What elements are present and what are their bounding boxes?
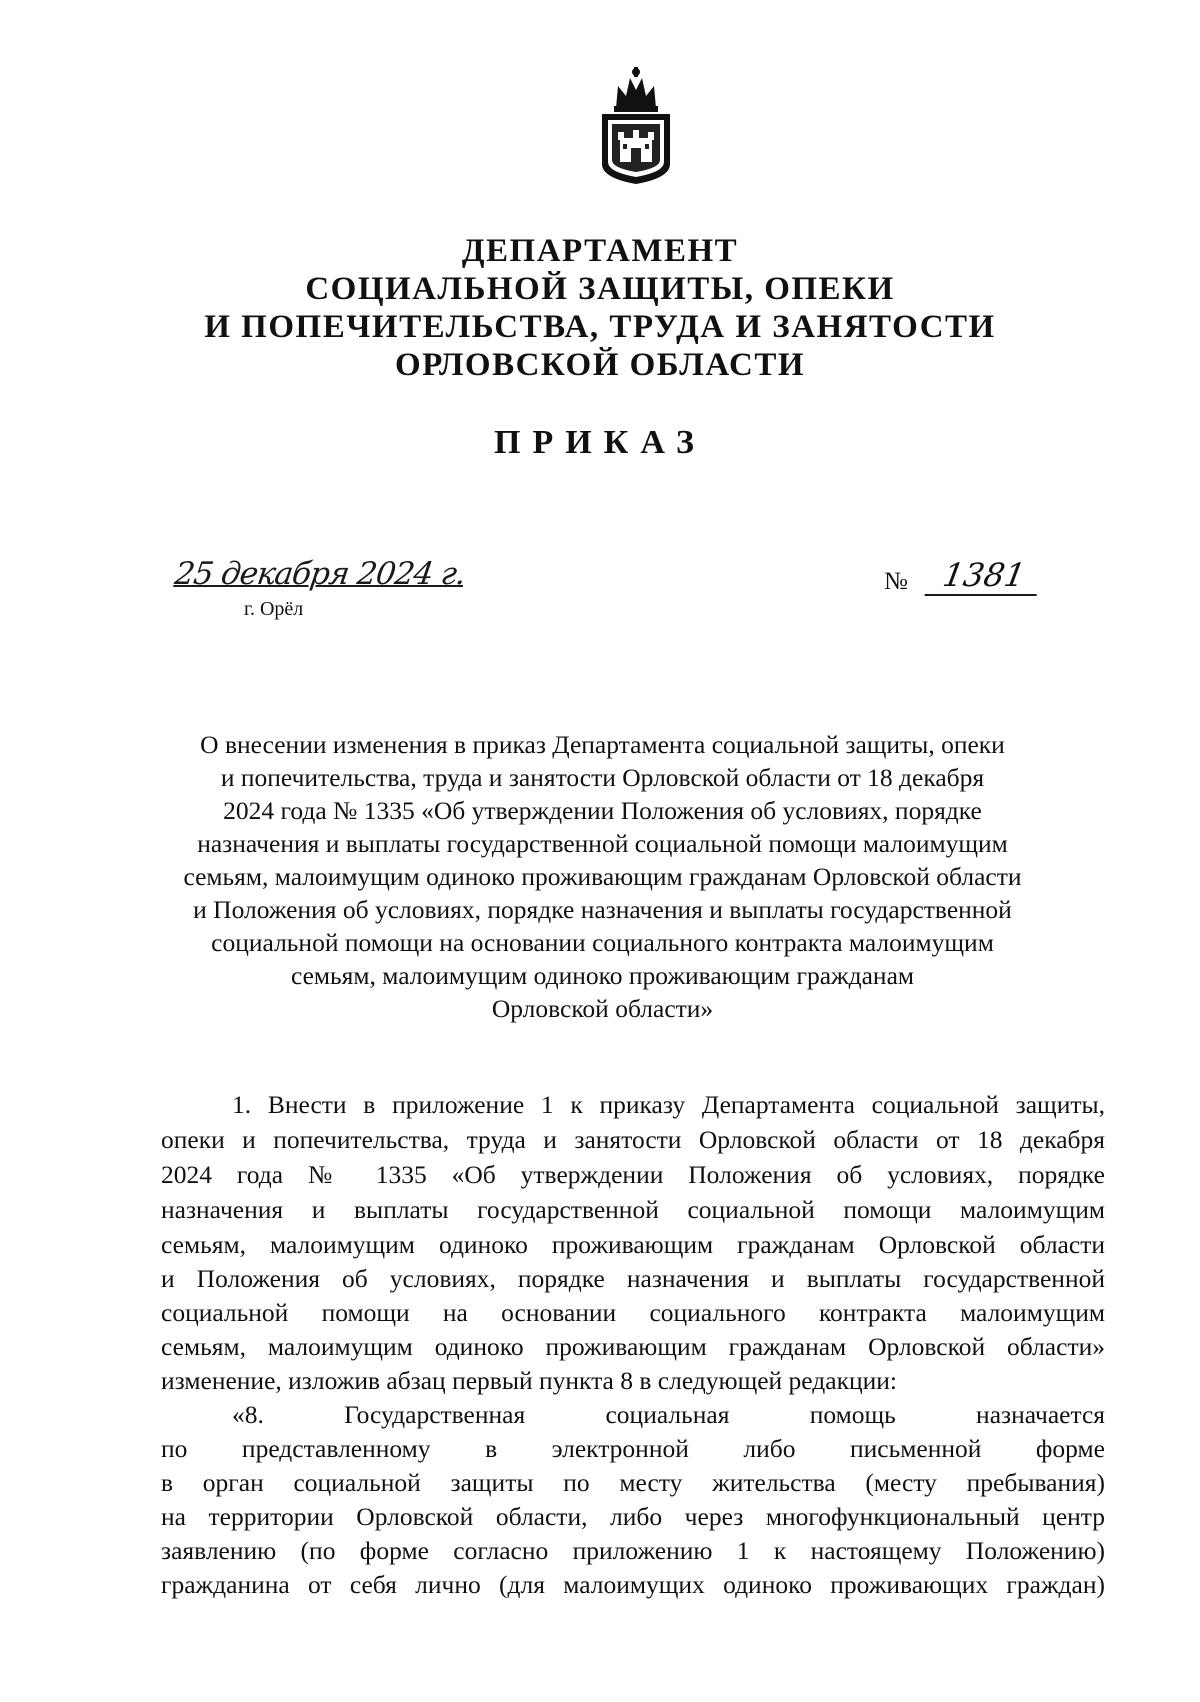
number-label: № [884,568,908,595]
body-paragraph-line: по представленному в электронной либо письменной форме [161,1434,1105,1463]
body-paragraph-line: заявлению (по форме согласно приложению 1 к настоящему Положению) [161,1536,1105,1565]
document-title [140,728,1065,1025]
handwritten-date: 25 декабря 2024 г. [172,556,468,592]
document-title-line: 2024 года № 1335 «Об утверждении Положения об условиях, порядке [223,796,982,825]
body-paragraph-line: семьям, малоимущим одиноко проживающим гражданам Орловской области [161,1230,1105,1259]
document-type: ПРИКАЗ [494,424,706,461]
body-paragraph-line: изменение, изложив абзац первый пункта 8 в следующей редакции: [161,1366,897,1395]
body-paragraph-line: назначения и выплаты государственной социальной помощи малоимущим [161,1195,1105,1224]
body-paragraph-line: социальной помощи на основании социального контракта малоимущим [161,1298,1105,1327]
body-paragraph-line: и Положения об условиях, порядке назначения и выплаты государственной [161,1264,1105,1293]
document-title-line: семьям, малоимущим одиноко проживающим гражданам [290,961,915,990]
body-paragraph-line: семьям, малоимущим одиноко проживающим гражданам Орловской области» [161,1332,1105,1361]
handwritten-number: 1381 [924,556,1043,596]
document-title-line: Орловской области» [491,994,714,1023]
city-label: г. Орёл [244,598,304,620]
organization-header-line: И ПОПЕЧИТЕЛЬСТВА, ТРУДА И ЗАНЯТОСТИ [204,309,996,345]
document-title-line: семьям, малоимущим одиноко проживающим гражданам Орловской области [183,862,1022,891]
organization-header-line: ДЕПАРТАМЕНТ [461,233,739,269]
organization-header-line: СОЦИАЛЬНОЙ ЗАЩИТЫ, ОПЕКИ [305,271,895,307]
document-title-line: назначения и выплаты государственной социальной помощи малоимущим [197,829,1008,858]
organization-header-line: ОРЛОВСКОЙ ОБЛАСТИ [394,347,806,383]
document-title-line: и Положения об условиях, порядке назначения и выплаты государственной [193,895,1012,924]
body-paragraph-line: 2024 года № 1335 «Об утверждении Положения об условиях, порядке [161,1160,1105,1189]
document-title-line: и попечительства, труда и занятости Орловской области от 18 декабря [220,763,985,792]
document-title-line: О внесении изменения в приказ Департамента социальной защиты, опеки [200,730,1005,759]
body-paragraph-line: в орган социальной защиты по месту жительства (месту пребывания) [161,1468,1105,1497]
body-paragraph-line: «8. Государственная социальная помощь назначается [232,1400,1105,1429]
body-paragraph-line: 1. Внести в приложение 1 к приказу Департамента социальной защиты, [232,1090,1105,1119]
coat-of-arms-icon [594,64,678,186]
organization-header [0,232,1200,384]
body-paragraph-line: на территории Орловской области, либо через многофункциональный центр [161,1502,1105,1531]
body-paragraph-line: опеки и попечительства, труда и занятости Орловской области от 18 декабря [161,1125,1105,1154]
body-paragraph-line: гражданина от себя лично (для малоимущих одиноко проживающих граждан) [161,1570,1105,1599]
document-title-line: социальной помощи на основании социального контракта малоимущим [211,928,994,957]
